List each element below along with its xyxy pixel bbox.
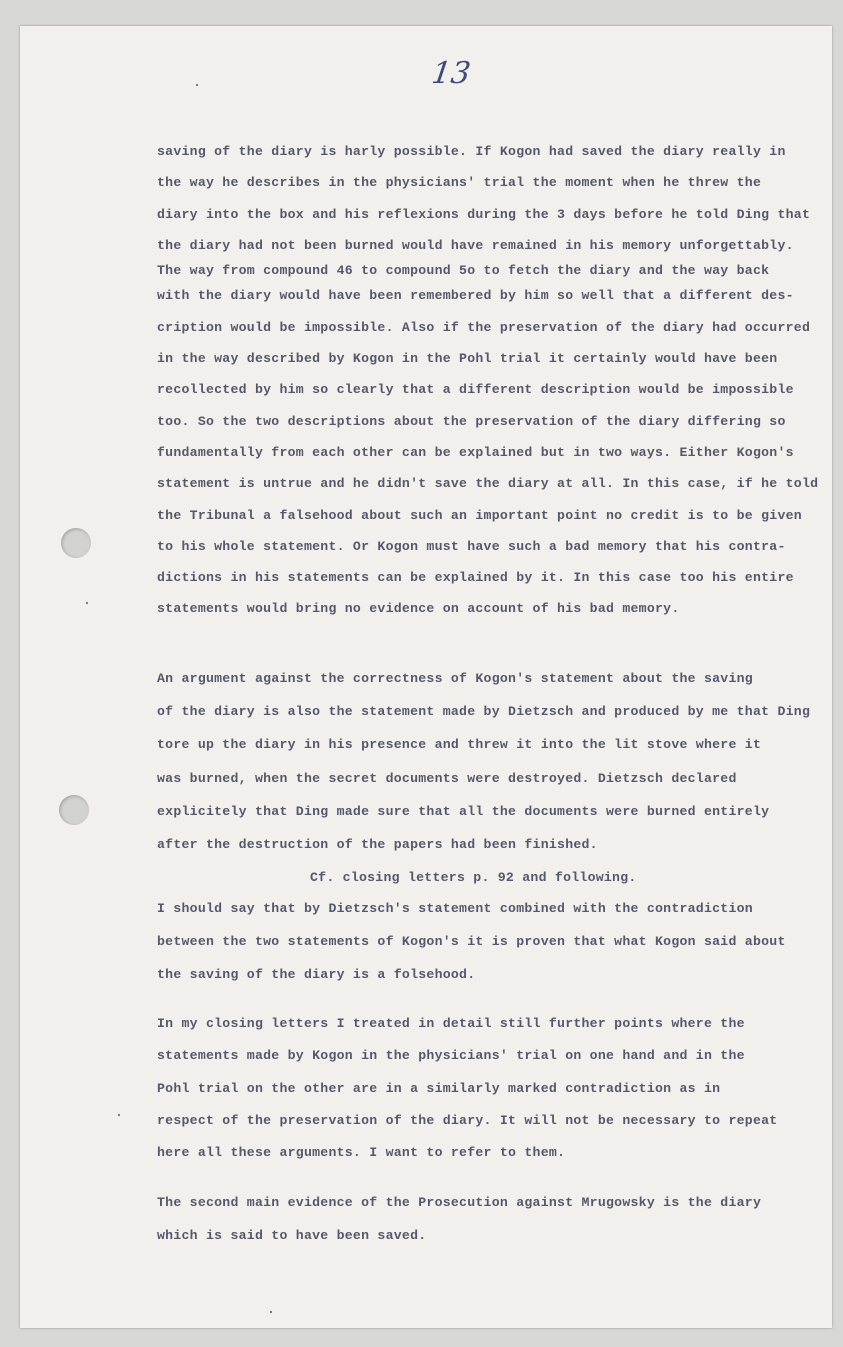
text-line: cription would be impossible. Also if the preservation of the diary had occurred — [157, 319, 811, 335]
text-line: An argument against the correctness of Kogon's statement about the saving — [157, 671, 753, 686]
paragraph-5 — [157, 1186, 827, 1252]
text-line: here all these arguments. I want to refer to them. — [157, 1145, 566, 1161]
text-line: I should say that by Dietzsch's statement combined with the contradiction — [157, 901, 753, 916]
text-line: statements would bring no evidence on account of his bad memory. — [157, 601, 680, 617]
text-line: to his whole statement. Or Kogon must have such a bad memory that his contra- — [157, 538, 786, 554]
text-line: which is said to have been saved. — [157, 1228, 427, 1243]
text-line: too. So the two descriptions about the preservation of the diary differing so — [157, 413, 786, 429]
paper-speck — [86, 602, 88, 604]
text-line: respect of the preservation of the diary. It will not be necessary to repeat — [157, 1112, 778, 1128]
paragraph-3 — [157, 864, 827, 991]
text-line: statements made by Kogon in the physicians' trial on one hand and in the — [157, 1048, 745, 1064]
text-line: the Tribunal a falsehood about such an important point no credit is to be given — [157, 507, 802, 523]
text-line: the diary had not been burned would have remained in his memory unforgettably. — [157, 237, 794, 253]
text-line: the saving of the diary is a folsehood. — [157, 967, 476, 982]
text-line: In my closing letters I treated in detail still further points where the — [157, 1016, 745, 1031]
text-line: recollected by him so clearly that a different description would be impossible — [157, 382, 794, 398]
text-line: fundamentally from each other can be explained but in two ways. Either Kogon's — [157, 444, 794, 460]
text-line: explicitely that Ding made sure that all the documents were burned entirely — [157, 803, 770, 819]
reference-line: Cf. closing letters p. 92 and following. — [310, 870, 637, 885]
text-line: The second main evidence of the Prosecution against Mrugowsky is the diary — [157, 1195, 762, 1210]
text-line: dictions in his statements can be explained by it. In this case too his entire — [157, 570, 794, 586]
text-line: with the diary would have been remembered by him so well that a different des- — [157, 288, 794, 304]
text-line: between the two statements of Kogon's it is proven that what Kogon said about — [157, 934, 786, 949]
text-line: saving of the diary is harly possible. If Kogon had saved the diary really in — [157, 144, 786, 159]
paper-speck — [196, 84, 198, 86]
text-line: the way he describes in the physicians' trial the moment when he threw the — [157, 175, 762, 191]
text-line: of the diary is also the statement made by Dietzsch and produced by me that Ding — [157, 704, 811, 720]
text-line: in the way described by Kogon in the Pohl trial it certainly would have been — [157, 351, 778, 367]
punch-hole-top — [61, 528, 91, 558]
paragraph-4 — [157, 1008, 827, 1169]
text-line: diary into the box and his reflexions during the 3 days before he told Ding that — [157, 206, 811, 222]
document-page — [20, 26, 832, 1328]
paragraph-2 — [157, 662, 827, 861]
text-line: after the destruction of the papers had been finished. — [157, 837, 598, 853]
paper-speck — [118, 1114, 120, 1116]
text-line: tore up the diary in his presence and threw it into the lit stove where it — [157, 737, 762, 753]
text-line: statement is untrue and he didn't save the diary at all. In this case, if he told — [157, 476, 819, 492]
text-line: Pohl trial on the other are in a similarly marked contradiction as in — [157, 1080, 721, 1096]
punch-hole-bottom — [59, 795, 89, 825]
page-number: 13 — [429, 56, 473, 91]
paragraph-1 — [157, 136, 827, 625]
paper-speck — [270, 1311, 272, 1313]
text-line: The way from compound 46 to compound 5o to fetch the diary and the way back — [157, 263, 770, 279]
text-line: was burned, when the secret documents were destroyed. Dietzsch declared — [157, 770, 737, 786]
